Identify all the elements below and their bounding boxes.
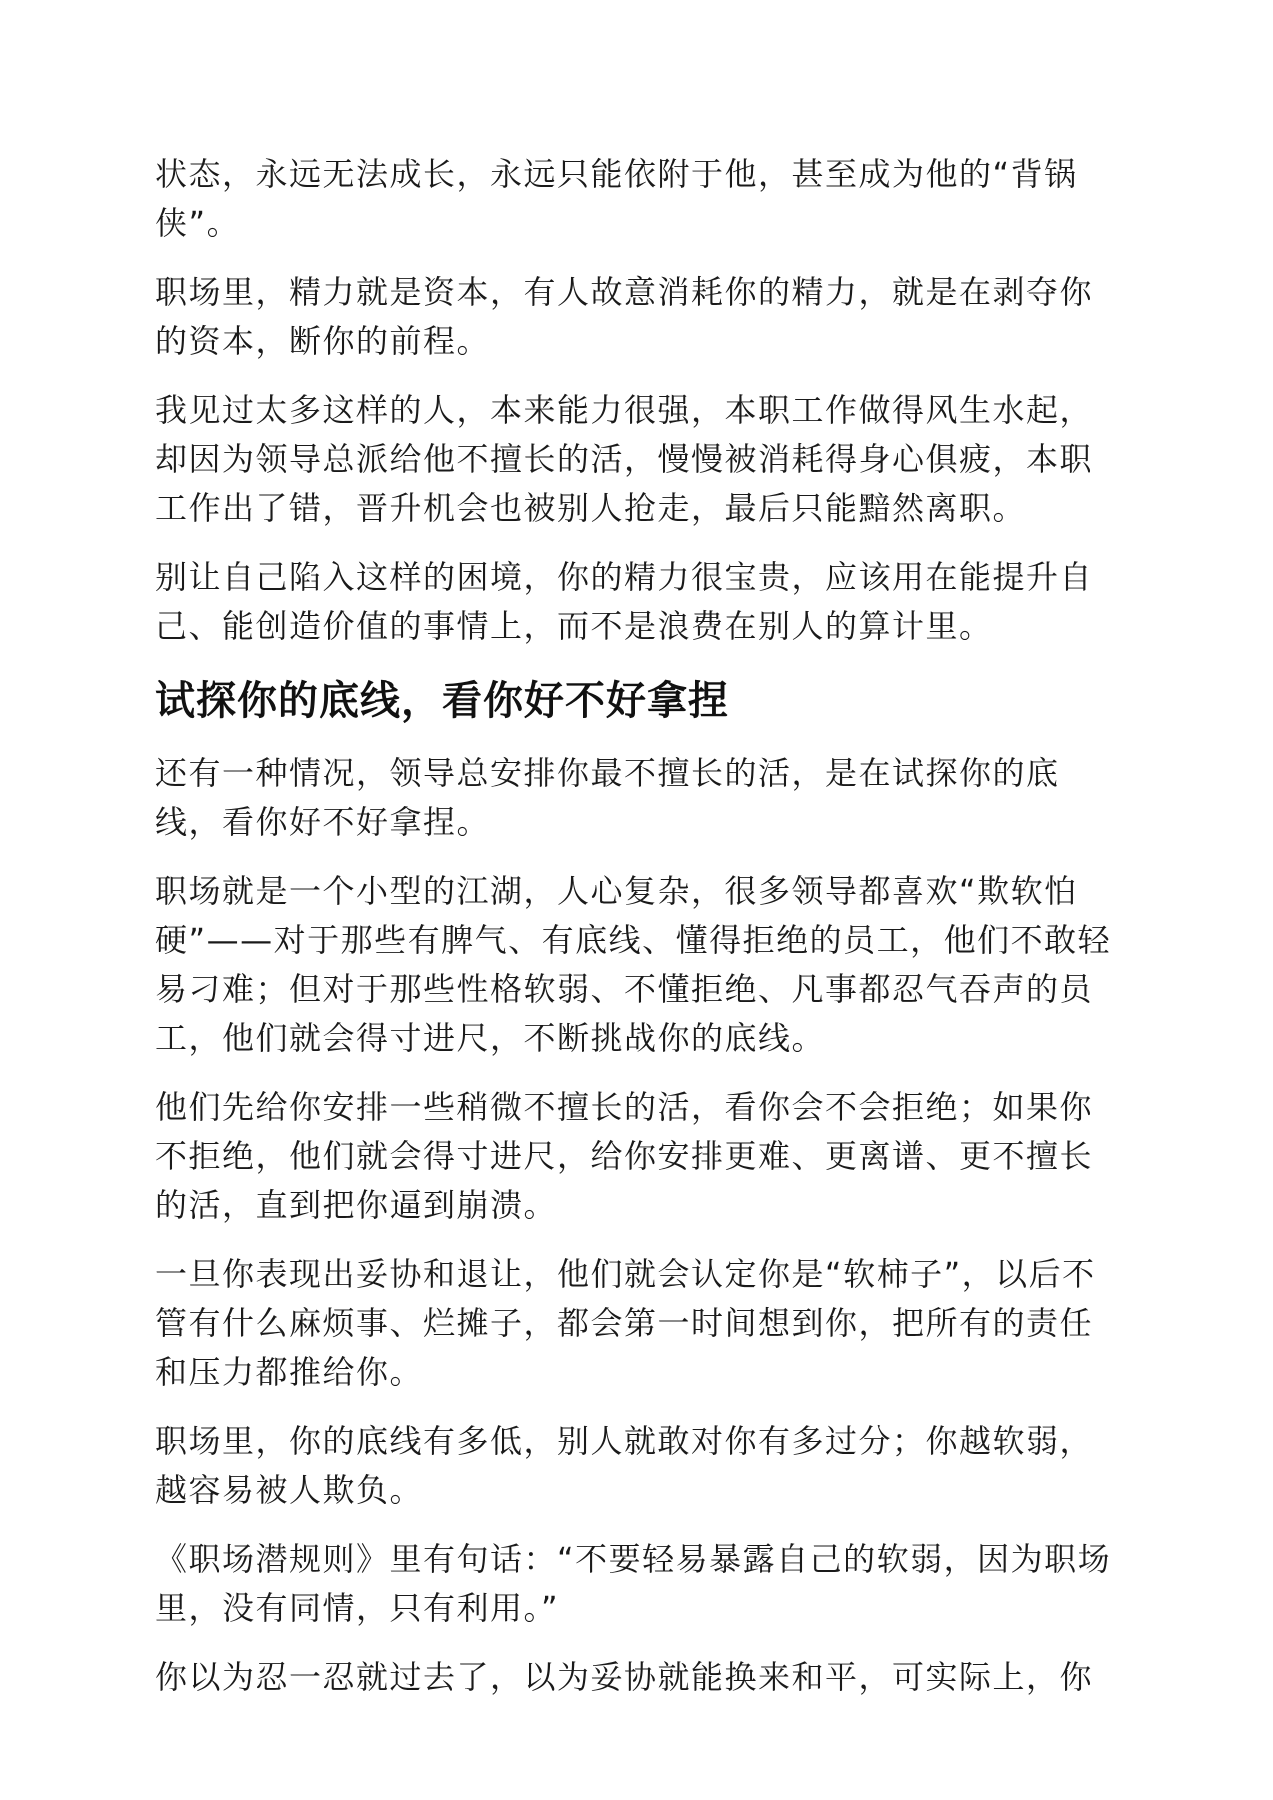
paragraph: 你以为忍一忍就过去了，以为妥协就能换来和平，可实际上，你	[155, 1658, 1094, 1696]
paragraph: 还有一种情况，领导总安排你最不擅长的活，是在试探你的底线，看你好不好拿捏。	[155, 754, 1060, 841]
paragraph: 他们先给你安排一些稍微不擅长的活，看你会不会拒绝；如果你不拒绝，他们就会得寸进尺，给你安排更难、更离谱、更不擅长的活，直到把你逼到崩溃。	[155, 1088, 1094, 1224]
paragraph: 我见过太多这样的人，本来能力很强，本职工作做得风生水起，却因为领导总派给他不擅长的活，慢慢被消耗得身心俱疲，本职工作出了错，晋升机会也被别人抢走，最后只能黯然离职。	[155, 391, 1094, 527]
paragraph: 职场里，精力就是资本，有人故意消耗你的精力，就是在剥夺你的资本，断你的前程。	[155, 273, 1094, 360]
paragraph: 一旦你表现出妥协和退让，他们就会认定你是“软柿子”，以后不管有什么麻烦事、烂摊子，都会第一时间想到你，把所有的责任和压力都推给你。	[155, 1255, 1096, 1391]
paragraph: 职场里，你的底线有多低，别人就敢对你有多过分；你越软弱，越容易被人欺负。	[155, 1422, 1094, 1509]
paragraph: 别让自己陷入这样的困境，你的精力很宝贵，应该用在能提升自己、能创造价值的事情上，而不是浪费在别人的算计里。	[155, 558, 1094, 645]
article-body	[155, 150, 1115, 1722]
paragraph: 《职场潜规则》里有句话：“不要轻易暴露自己的软弱，因为职场里，没有同情，只有利用。”	[155, 1540, 1112, 1627]
paragraph: 状态，永远无法成长，永远只能依附于他，甚至成为他的“背锅侠”。	[155, 155, 1078, 242]
section-heading: 试探你的底线，看你好不好拿捏	[155, 678, 729, 724]
paragraph: 职场就是一个小型的江湖，人心复杂，很多领导都喜欢“欺软怕硬”——对于那些有脾气、有底线、懂得拒绝的员工，他们不敢轻易刁难；但对于那些性格软弱、不懂拒绝、凡事都忍气吞声的员工，他们就会得寸进尺，不断挑战你的底线。	[155, 872, 1112, 1057]
